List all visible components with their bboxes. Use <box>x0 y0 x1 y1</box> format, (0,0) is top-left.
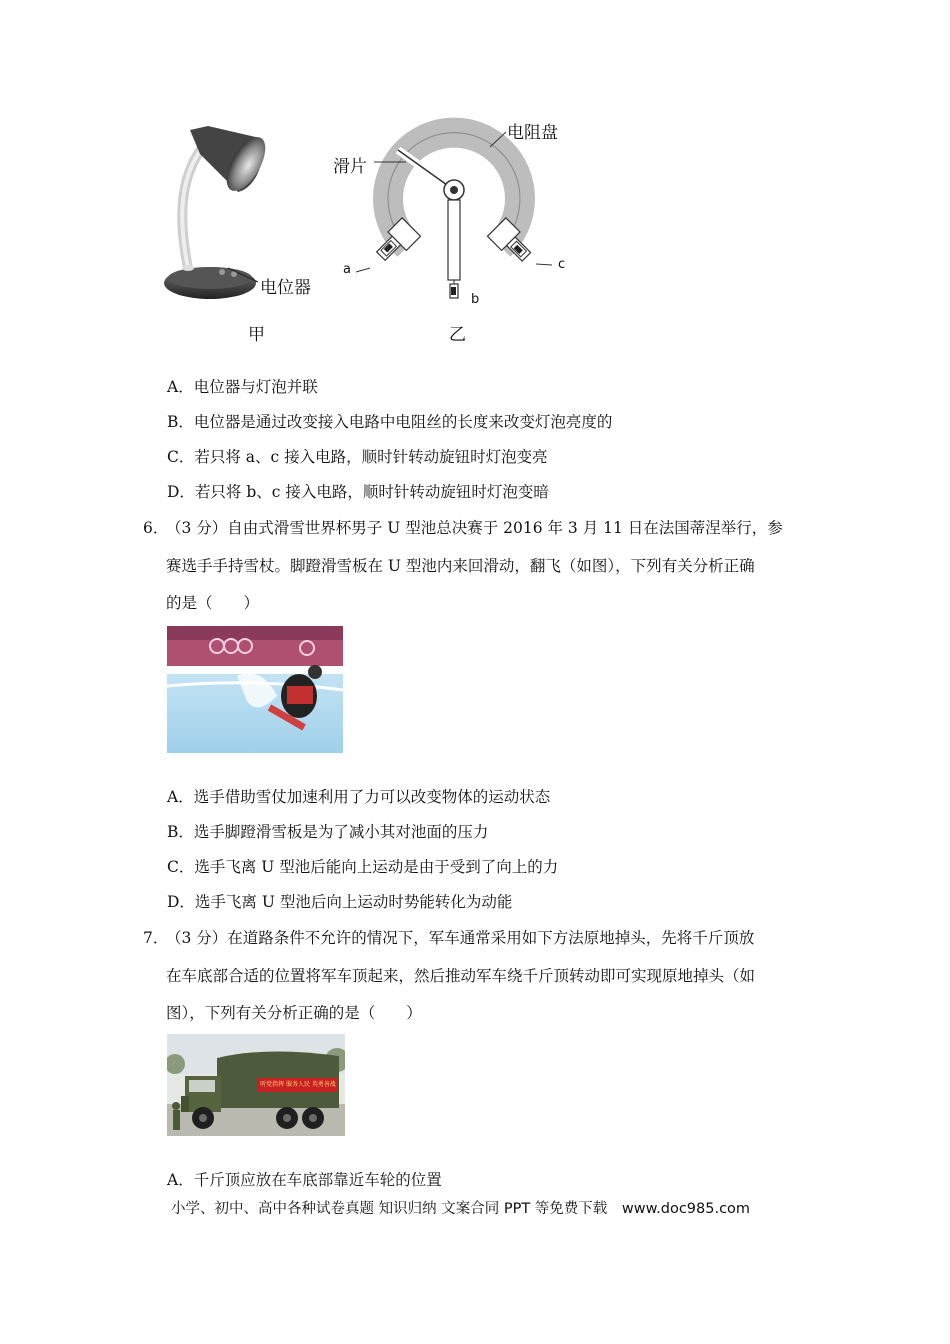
q6-stem-line-2: 赛选手手持雪杖。脚蹬滑雪板在 U 型池内来回滑动，翻飞（如图），下列有关分析正确 <box>166 557 755 575</box>
q5-option-b: B．电位器是通过改变接入电路中电阻丝的长度来改变灯泡亮度的 <box>167 413 613 431</box>
q5-option-a: A．电位器与灯泡并联 <box>167 378 318 396</box>
snowboarder-halfpipe-image <box>167 626 343 753</box>
terminal-a-label: a <box>343 262 351 277</box>
q6-stem-line-3: 的是（ ） <box>166 594 260 612</box>
q7-stem-line-2: 在车底部合适的位置将军车顶起来，然后推动军车绕千斤顶转动即可实现原地掉头（如 <box>166 967 756 985</box>
q6-option-a: A．选手借助雪仗加速利用了力可以改变物体的运动状态 <box>167 788 551 806</box>
footer-url[interactable]: www.doc985.com <box>621 1201 751 1217</box>
potentiometer-diagram <box>330 112 580 327</box>
caption-yi: 乙 <box>449 325 466 345</box>
q7-option-a: A．千斤顶应放在车底部靠近车轮的位置 <box>167 1171 442 1189</box>
footer-ad <box>171 1197 750 1218</box>
q6-number: 6． <box>143 519 169 537</box>
resistance-disk-label: 电阻盘 <box>507 123 558 143</box>
footer-text: 小学、初中、高中各种试卷真题 知识归纳 文案合同 PPT 等免费下载 <box>171 1201 608 1217</box>
q6-option-c: C．选手飞离 U 型池后能向上运动是由于受到了向上的力 <box>167 858 559 876</box>
military-truck-photo <box>167 1034 345 1136</box>
q6-option-b: B．选手脚蹬滑雪板是为了减小其对池面的压力 <box>167 823 489 841</box>
q7-number: 7． <box>143 929 169 947</box>
terminal-c-label: c <box>558 257 566 272</box>
q6-stem-line-1: （3 分）自由式滑雪世界杯男子 U 型池总决赛于 2016 年 3 月 11 日在法国蒂涅举行，参 <box>166 519 783 537</box>
terminal-b-label: b <box>471 292 480 307</box>
caption-jia: 甲 <box>248 325 265 345</box>
potentiometer-figure <box>330 112 580 327</box>
q7-stem-line-3: 图），下列有关分析正确的是（ ） <box>166 1004 422 1022</box>
q7-stem-line-1: （3 分）在道路条件不允许的情况下，军车通常采用如下方法原地掉头，先将千斤顶放 <box>166 929 755 947</box>
q6-option-d: D．选手飞离 U 型池后向上运动时势能转化为动能 <box>167 893 513 911</box>
truck-banner-text: 听党指挥 服务人民 英勇善战 <box>260 1081 336 1088</box>
q5-option-d: D．若只将 b、c 接入电路，顺时针转动旋钮时灯泡变暗 <box>167 483 549 501</box>
lamp-potentiometer-label: 电位器 <box>260 278 311 298</box>
slider-label: 滑片 <box>333 157 367 177</box>
snowboard-photo <box>167 626 343 753</box>
q5-option-c: C．若只将 a、c 接入电路，顺时针转动旋钮时灯泡变亮 <box>167 448 548 466</box>
